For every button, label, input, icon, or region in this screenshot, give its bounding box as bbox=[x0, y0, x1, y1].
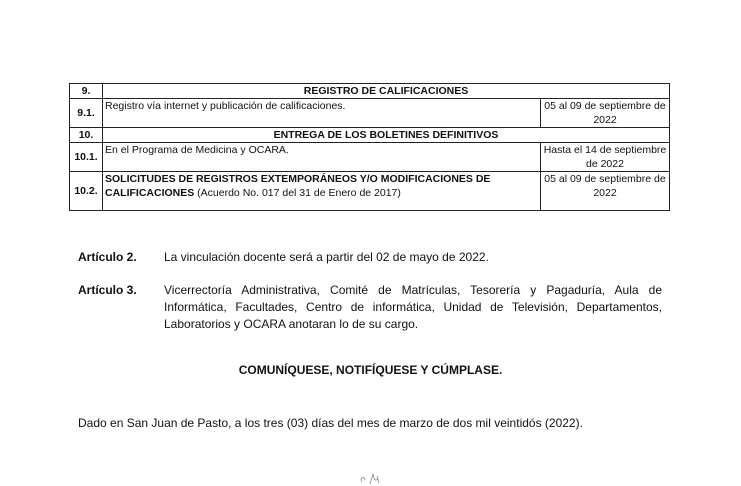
row-date: 05 al 09 de septiembre de 2022 bbox=[540, 99, 669, 128]
row-description bbox=[103, 172, 541, 211]
closing-statement: COMUNÍQUESE, NOTIFÍQUESE Y CÚMPLASE. bbox=[238, 363, 503, 377]
row-number: 10.2. bbox=[70, 172, 103, 211]
section-heading: ENTREGA DE LOS BOLETINES DEFINITIVOS bbox=[103, 128, 670, 143]
row-date: Hasta el 14 de septiembre de 2022 bbox=[540, 143, 669, 172]
schedule-table bbox=[69, 83, 670, 211]
given-statement: Dado en San Juan de Pasto, a los tres (03) días del mes de marzo de dos mil veintidós (2022). bbox=[78, 416, 583, 430]
row-description: En el Programa de Medicina y OCARA. bbox=[103, 143, 541, 172]
article-label: Artículo 3. bbox=[78, 283, 137, 297]
table-row bbox=[70, 143, 670, 172]
article-label: Artículo 2. bbox=[78, 250, 137, 264]
row-number: 9.1. bbox=[70, 99, 103, 128]
row-description-bold: SOLICITUDES DE REGISTROS EXTEMPORÁNEOS Y/O MODIFICACIONES DE CALIFICACIONES bbox=[105, 173, 491, 199]
row-description: Registro vía internet y publicación de calificaciones. bbox=[103, 99, 541, 128]
row-number: 9. bbox=[70, 84, 103, 99]
section-heading: REGISTRO DE CALIFICACIONES bbox=[103, 84, 670, 99]
signature-mark bbox=[356, 472, 386, 486]
table-row bbox=[70, 99, 670, 128]
row-number: 10.1. bbox=[70, 143, 103, 172]
article-text: Vicerrectoría Administrativa, Comité de Matrículas, Tesorería y Pagaduría, Aula de Informática, Facultades, Centro de informática, Unidad de Televisión, Departamentos, Laboratorios y OCARA anotaran lo de su cargo. bbox=[164, 283, 662, 331]
row-number: 10. bbox=[70, 128, 103, 143]
row-date: 05 al 09 de septiembre de 2022 bbox=[540, 172, 669, 211]
article-text: La vinculación docente será a partir del 02 de mayo de 2022. bbox=[164, 250, 489, 264]
table-row bbox=[70, 84, 670, 99]
row-description-rest: (Acuerdo No. 017 del 31 de Enero de 2017) bbox=[194, 187, 401, 199]
table-row bbox=[70, 172, 670, 211]
table-row bbox=[70, 128, 670, 143]
